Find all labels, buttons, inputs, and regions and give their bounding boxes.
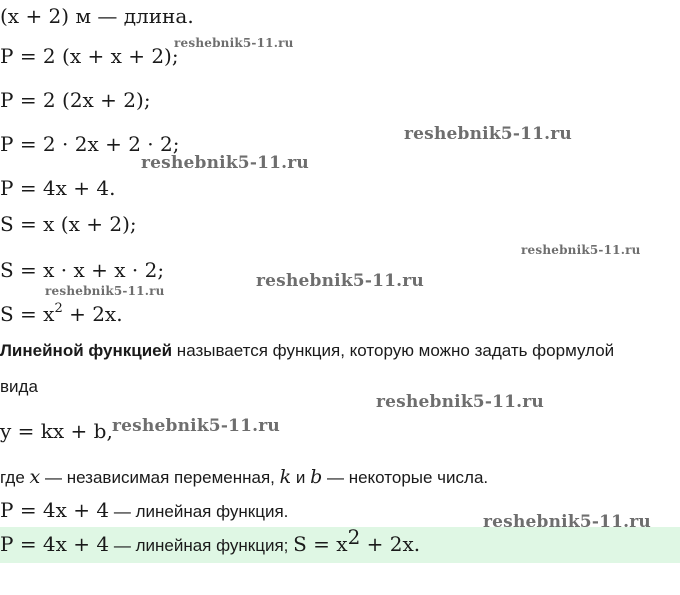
area-result-base: S = x (0, 302, 55, 326)
line-length (0, 4, 194, 28)
watermark: reshebnik5-11.ru (112, 416, 280, 436)
perimeter-is-linear (0, 498, 288, 522)
watermark: reshebnik5-11.ru (141, 153, 309, 173)
perimeter-step-2: P = 2 (2x + 2); (0, 88, 151, 112)
where-var-b: b (310, 466, 323, 488)
where-prefix: где (0, 468, 30, 487)
definition-where (0, 466, 488, 488)
area-result-exponent: 2 (54, 301, 63, 317)
watermark: reshebnik5-11.ru (174, 36, 294, 50)
answer-area-tail: + 2x. (360, 532, 421, 556)
watermark: reshebnik5-11.ru (256, 271, 424, 291)
perimeter-formula: P = 4x + 4 (0, 498, 110, 522)
watermark: reshebnik5-11.ru (376, 392, 544, 412)
area-result-tail: + 2x. (62, 302, 123, 326)
area-result (0, 302, 123, 326)
where-tail: — некоторые числа. (322, 468, 489, 487)
perimeter-linear-text: — линейная функция. (109, 502, 289, 521)
watermark: reshebnik5-11.ru (521, 243, 641, 257)
length-expression: (x + 2) м — длина. (0, 4, 194, 28)
area-step-2: S = x · x + x · 2; (0, 258, 165, 282)
answer-text: — линейная функция; (109, 536, 294, 555)
where-and: и (291, 468, 311, 487)
definition-continuation: вида (0, 377, 38, 396)
watermark: reshebnik5-11.ru (404, 124, 572, 144)
where-var-k: k (279, 466, 292, 488)
where-x-desc: — независимая переменная, (40, 468, 280, 487)
definition-text (0, 341, 614, 361)
answer-line (0, 524, 421, 556)
perimeter-step-3: P = 2 · 2x + 2 · 2; (0, 132, 180, 156)
watermark: reshebnik5-11.ru (45, 284, 165, 298)
perimeter-result: P = 4x + 4. (0, 176, 116, 200)
answer-perimeter-formula: P = 4x + 4 (0, 532, 110, 556)
answer-area-exponent: 2 (347, 524, 361, 549)
linear-function-formula: y = kx + b, (0, 419, 113, 443)
definition-body: называется функция, которую можно задать формулой (172, 341, 615, 360)
where-var-x: x (29, 466, 41, 488)
answer-area-base: S = x (293, 532, 348, 556)
watermark: reshebnik5-11.ru (483, 512, 651, 532)
perimeter-step-1: P = 2 (x + x + 2); (0, 44, 179, 68)
definition-term: Линейной функцией (0, 341, 173, 360)
area-step-1: S = x (x + 2); (0, 212, 137, 236)
